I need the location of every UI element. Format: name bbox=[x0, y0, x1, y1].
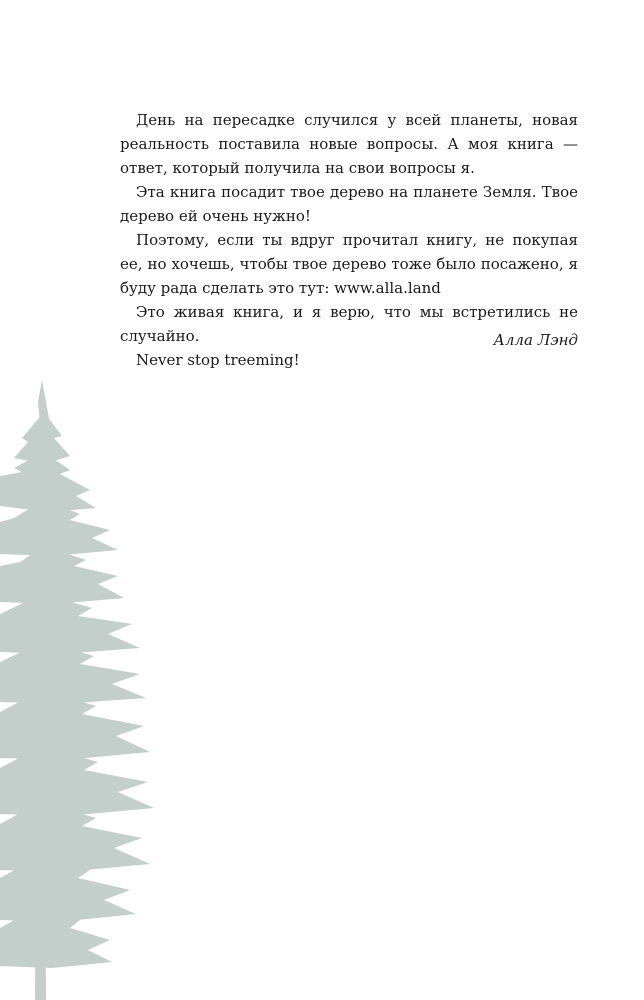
pine-tree-illustration bbox=[0, 372, 170, 1000]
paragraph-3: Поэтому, если ты вдруг прочитал книгу, не покупая ее, но хочешь, чтобы твое дерево тоже было посажено, я буду рада сделать это тут: www.alla.land bbox=[120, 231, 578, 297]
paragraph-1: День на пересадке случился у всей планеты, новая реальность поставила новые вопросы. А моя книга — ответ, который получила на свои вопросы я. bbox=[120, 111, 578, 177]
pine-tree-icon bbox=[0, 372, 170, 1000]
paragraph-2: Эта книга посадит твое дерево на планете Земля. Твое дерево ей очень нужно! bbox=[120, 183, 578, 225]
paragraph-4: Это живая книга, и я верю, что мы встретились не случайно. bbox=[120, 303, 578, 345]
author-signature: Алла Лэнд bbox=[493, 331, 578, 349]
paragraph-5: Never stop treeming! bbox=[136, 351, 300, 369]
